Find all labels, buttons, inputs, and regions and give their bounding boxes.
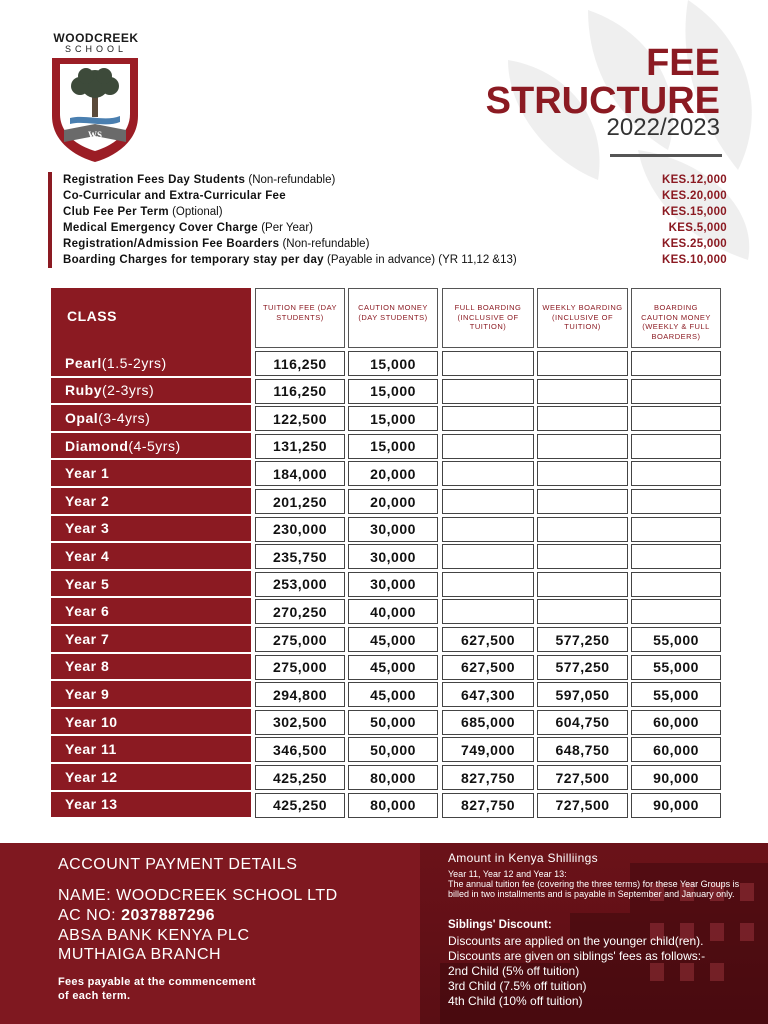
fee-item-label: Registration Fees Day Students xyxy=(63,174,246,186)
class-age-note: (4-5yrs) xyxy=(128,437,181,454)
title-line-1: FEE xyxy=(646,42,720,84)
discount-line: 2nd Child (5% off tuition) xyxy=(448,964,580,978)
class-name-cell xyxy=(51,736,251,764)
footer xyxy=(0,843,768,1024)
fee-cell xyxy=(442,517,534,542)
fee-cell: 60,000 xyxy=(631,737,721,762)
class-name-cell xyxy=(51,488,251,516)
class-age-note: (2-3yrs) xyxy=(102,382,155,399)
fee-cell xyxy=(537,351,628,376)
class-name-cell xyxy=(51,516,251,544)
fee-item-note: (Optional) xyxy=(168,206,223,218)
siblings-title: Siblings' Discount: xyxy=(448,919,552,931)
class-name: Opal xyxy=(65,409,99,426)
class-name: Year 8 xyxy=(65,658,110,675)
bank-name: ABSA BANK KENYA PLC xyxy=(58,927,250,944)
account-number xyxy=(58,907,215,925)
fee-item-label: Co-Curricular and Extra-Curricular Fee xyxy=(63,190,286,202)
fee-cell: 122,500 xyxy=(255,406,345,431)
fee-item xyxy=(52,236,727,252)
fee-cell: 685,000 xyxy=(442,710,534,735)
class-name: Year 3 xyxy=(65,520,110,537)
crest-letters: WS xyxy=(87,130,103,140)
fee-cell: 647,300 xyxy=(442,682,534,707)
fee-cell: 577,250 xyxy=(537,627,628,652)
fee-cell: 116,250 xyxy=(255,351,345,376)
fee-cell: 275,000 xyxy=(255,655,345,680)
class-age-note: (3-4yrs) xyxy=(98,409,151,426)
fee-cell xyxy=(442,544,534,569)
fee-cell: 230,000 xyxy=(255,517,345,542)
fee-cell: 270,250 xyxy=(255,599,345,624)
fee-cell xyxy=(442,379,534,404)
account-number-value: 2037887296 xyxy=(121,907,216,924)
fee-item xyxy=(52,252,727,268)
fee-cell: 30,000 xyxy=(348,544,438,569)
page-title xyxy=(486,44,720,120)
fee-item-amount: KES.5,000 xyxy=(668,222,727,234)
fee-cell: 275,000 xyxy=(255,627,345,652)
fee-cell: 20,000 xyxy=(348,489,438,514)
class-name-cell xyxy=(51,405,251,433)
fee-cell: 201,250 xyxy=(255,489,345,514)
class-name: Year 10 xyxy=(65,713,118,730)
fee-cell: 627,500 xyxy=(442,655,534,680)
fee-cell: 15,000 xyxy=(348,406,438,431)
payment-note xyxy=(58,975,318,1003)
fee-cell: 90,000 xyxy=(631,793,721,818)
fee-cell: 80,000 xyxy=(348,765,438,790)
fee-cell: 116,250 xyxy=(255,379,345,404)
fee-cell xyxy=(537,572,628,597)
fee-cell xyxy=(442,572,534,597)
class-name: Year 11 xyxy=(65,741,117,758)
fee-cell: 30,000 xyxy=(348,572,438,597)
class-name-cell xyxy=(51,378,251,406)
fee-cell xyxy=(442,406,534,431)
fee-cell xyxy=(537,434,628,459)
class-name-cell xyxy=(51,460,251,488)
fee-item xyxy=(52,204,727,220)
fee-item-amount: KES.12,000 xyxy=(661,174,727,186)
fee-cell: 15,000 xyxy=(348,379,438,404)
column-header: WEEKLY BOARDING (INCLUSIVE OF TUITION) xyxy=(537,288,628,348)
payment-title: ACCOUNT PAYMENT DETAILS xyxy=(58,856,298,873)
title-line-2: STRUCTURE xyxy=(485,80,720,122)
fee-cell xyxy=(631,599,721,624)
school-crest-logo xyxy=(50,56,140,164)
fee-cell xyxy=(631,434,721,459)
class-name: Year 2 xyxy=(65,492,110,509)
discount-line: Discounts are given on siblings' fees as follows:- xyxy=(448,949,706,963)
fee-cell xyxy=(537,517,628,542)
class-age-note: (1.5-2yrs) xyxy=(101,354,167,371)
fee-item-amount: KES.25,000 xyxy=(661,238,727,250)
fee-cell: 235,750 xyxy=(255,544,345,569)
fee-item xyxy=(52,220,727,236)
class-name: Year 4 xyxy=(65,547,110,564)
class-name: Year 1 xyxy=(65,465,110,482)
fee-cell xyxy=(537,379,628,404)
class-name-cell xyxy=(51,681,251,709)
fee-cell: 90,000 xyxy=(631,765,721,790)
fee-cell xyxy=(537,489,628,514)
account-name-value: WOODCREEK SCHOOL LTD xyxy=(116,887,338,904)
payment-note-line-2: of each term. xyxy=(58,990,131,1002)
class-name-cell xyxy=(51,598,251,626)
column-header-class: CLASS xyxy=(51,288,251,350)
fee-item-label: Boarding Charges for temporary stay per day xyxy=(63,254,324,266)
fees-list xyxy=(48,172,727,268)
fee-cell xyxy=(631,544,721,569)
fee-item xyxy=(52,172,727,188)
fee-item-note: (Non-refundable) xyxy=(279,238,370,250)
fee-cell: 749,000 xyxy=(442,737,534,762)
fee-cell xyxy=(631,406,721,431)
fee-item xyxy=(52,188,727,204)
fee-cell: 80,000 xyxy=(348,793,438,818)
fee-cell: 577,250 xyxy=(537,655,628,680)
column-header: BOARDING CAUTION MONEY (WEEKLY & FULL BOARDERS) xyxy=(631,288,721,348)
class-name: Year 9 xyxy=(65,685,110,702)
year-groups-heading: Year 11, Year 12 and Year 13: xyxy=(448,869,567,879)
fee-cell: 60,000 xyxy=(631,710,721,735)
class-name-cell xyxy=(51,350,251,378)
fee-cell: 648,750 xyxy=(537,737,628,762)
fee-cell: 55,000 xyxy=(631,627,721,652)
fee-cell xyxy=(631,489,721,514)
fee-cell xyxy=(537,544,628,569)
discount-line: Discounts are applied on the younger child(ren). xyxy=(448,934,704,948)
fee-cell: 253,000 xyxy=(255,572,345,597)
fee-cell: 425,250 xyxy=(255,765,345,790)
class-name-cell xyxy=(51,433,251,461)
fee-cell: 302,500 xyxy=(255,710,345,735)
fee-cell: 727,500 xyxy=(537,793,628,818)
class-name: Pearl xyxy=(65,354,102,371)
column-header: TUITION FEE (DAY STUDENTS) xyxy=(255,288,345,348)
class-name: Year 12 xyxy=(65,768,118,785)
class-name-cell xyxy=(51,626,251,654)
class-name-cell xyxy=(51,764,251,792)
currency-note: Amount in Kenya Shilliings xyxy=(448,851,598,865)
fee-item-amount: KES.15,000 xyxy=(661,206,727,218)
fee-cell: 597,050 xyxy=(537,682,628,707)
fee-cell xyxy=(631,461,721,486)
fee-cell: 50,000 xyxy=(348,737,438,762)
bank-branch: MUTHAIGA BRANCH xyxy=(58,946,222,963)
fee-cell xyxy=(537,461,628,486)
fee-item-amount: KES.10,000 xyxy=(661,254,727,266)
payment-note-line-1: Fees payable at the commencement xyxy=(58,976,256,988)
discount-line: 4th Child (10% off tuition) xyxy=(448,994,583,1008)
fee-item-label: Club Fee Per Term xyxy=(63,206,169,218)
fee-item-label: Registration/Admission Fee Boarders xyxy=(63,238,280,250)
fee-cell: 346,500 xyxy=(255,737,345,762)
class-name: Year 5 xyxy=(65,575,110,592)
fee-cell: 55,000 xyxy=(631,682,721,707)
fee-cell: 30,000 xyxy=(348,517,438,542)
fee-cell xyxy=(442,434,534,459)
class-name-cell xyxy=(51,792,251,820)
class-name-cell xyxy=(51,571,251,599)
fee-item-label: Medical Emergency Cover Charge xyxy=(63,222,258,234)
fee-cell: 45,000 xyxy=(348,627,438,652)
class-name-cell xyxy=(51,709,251,737)
fee-cell: 604,750 xyxy=(537,710,628,735)
fee-cell: 45,000 xyxy=(348,682,438,707)
fee-item-amount: KES.20,000 xyxy=(661,190,727,202)
fee-cell: 425,250 xyxy=(255,793,345,818)
account-name xyxy=(58,887,338,905)
fee-item-note: (Non-refundable) xyxy=(245,174,336,186)
year-groups-text: The annual tuition fee (covering the three terms) for these Year Groups is billed in two installments and is payable in September and January only. xyxy=(448,879,740,899)
fee-cell: 55,000 xyxy=(631,655,721,680)
fee-cell: 45,000 xyxy=(348,655,438,680)
fee-cell: 827,750 xyxy=(442,765,534,790)
column-header: CAUTION MONEY (DAY STUDENTS) xyxy=(348,288,438,348)
fee-item-note: (Per Year) xyxy=(258,222,313,234)
fee-cell: 827,750 xyxy=(442,793,534,818)
class-name: Year 6 xyxy=(65,603,110,620)
fee-cell: 15,000 xyxy=(348,434,438,459)
fee-cell: 131,250 xyxy=(255,434,345,459)
fee-cell: 184,000 xyxy=(255,461,345,486)
class-name: Ruby xyxy=(65,382,102,399)
class-name: Year 7 xyxy=(65,630,110,647)
academic-year: 2022/2023 xyxy=(606,114,720,141)
school-subtitle: SCHOOL xyxy=(64,44,127,54)
fee-cell xyxy=(631,572,721,597)
fee-cell xyxy=(631,351,721,376)
column-header: FULL BOARDING (INCLUSIVE OF TUITION) xyxy=(442,288,534,348)
class-name-cell xyxy=(51,543,251,571)
fee-cell: 50,000 xyxy=(348,710,438,735)
school-name: WOODCREEK xyxy=(53,31,139,45)
class-name: Year 13 xyxy=(65,796,118,813)
discount-line: 3rd Child (7.5% off tuition) xyxy=(448,979,587,993)
fee-cell xyxy=(631,379,721,404)
class-name: Diamond xyxy=(65,437,129,454)
fee-cell: 40,000 xyxy=(348,599,438,624)
fee-cell xyxy=(631,517,721,542)
year-groups-note xyxy=(448,869,753,899)
fee-cell xyxy=(537,406,628,431)
fee-cell: 727,500 xyxy=(537,765,628,790)
fee-cell xyxy=(442,489,534,514)
fee-cell xyxy=(442,461,534,486)
fee-cell: 20,000 xyxy=(348,461,438,486)
fee-cell xyxy=(537,599,628,624)
fee-cell: 15,000 xyxy=(348,351,438,376)
fee-cell: 627,500 xyxy=(442,627,534,652)
class-name-cell xyxy=(51,654,251,682)
fee-cell: 294,800 xyxy=(255,682,345,707)
account-number-label: AC NO: xyxy=(58,907,122,924)
fee-item-note: (Payable in advance) (YR 11,12 &13) xyxy=(323,254,517,266)
account-name-label: NAME: xyxy=(58,887,117,904)
fee-cell xyxy=(442,599,534,624)
fee-cell xyxy=(442,351,534,376)
title-divider xyxy=(610,154,722,157)
